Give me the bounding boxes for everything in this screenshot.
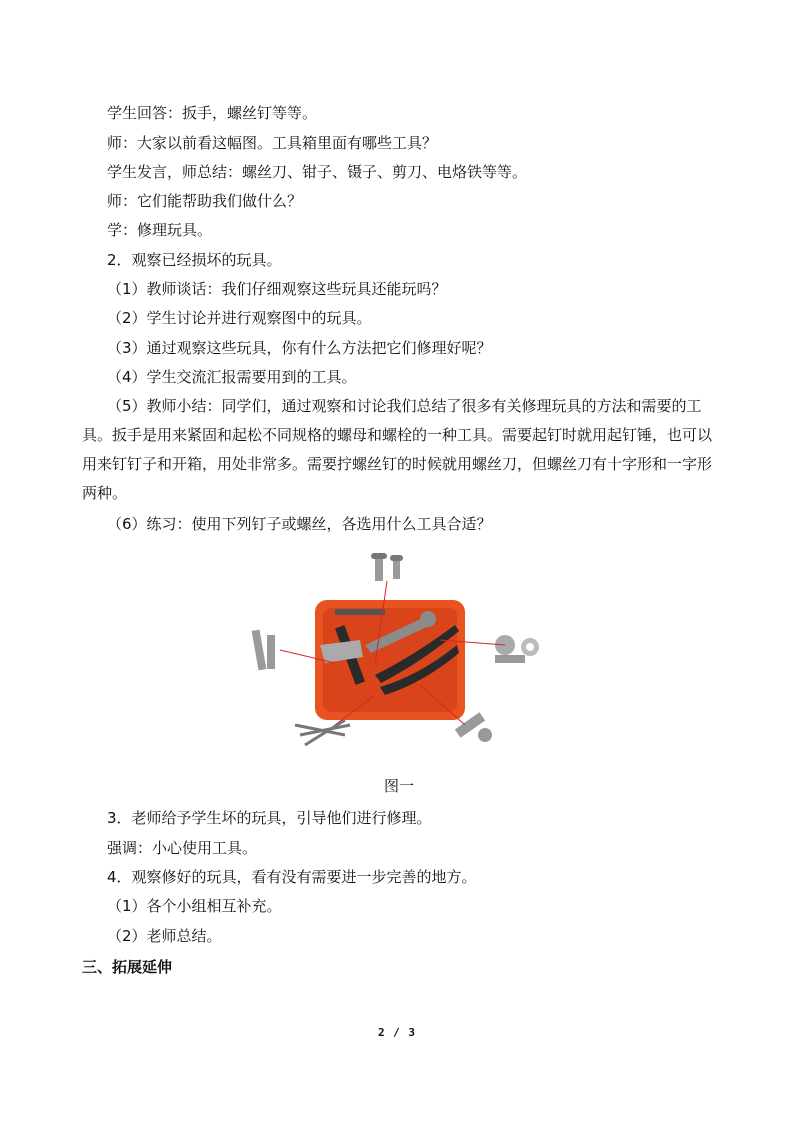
text-line: 学生发言，师总结：螺丝刀、钳子、镊子、剪刀、电烙铁等等。 bbox=[107, 163, 528, 181]
text-line: 学生回答：扳手，螺丝钉等等。 bbox=[107, 104, 318, 122]
text-line: （1）各个小组相互补充。 bbox=[107, 897, 282, 915]
bit-row bbox=[335, 609, 385, 615]
text-line: 师：大家以前看这幅图。工具箱里面有哪些工具？ bbox=[107, 134, 438, 152]
screw-left bbox=[252, 630, 275, 671]
text-line: （1）教师谈话：我们仔细观察这些玩具还能玩吗？ bbox=[107, 280, 447, 298]
bolt-right bbox=[495, 635, 539, 663]
text-line: 师：它们能帮助我们做什么？ bbox=[107, 192, 303, 210]
text-line: （2）老师总结。 bbox=[107, 927, 222, 945]
screw-top bbox=[371, 553, 403, 581]
page-number: 2 / 3 bbox=[377, 1026, 417, 1039]
text-line: （6）练习：使用下列钉子或螺丝，各选用什么工具合适？ bbox=[107, 515, 492, 533]
text-line: 学：修理玩具。 bbox=[107, 221, 213, 239]
paragraph-summary bbox=[82, 392, 722, 508]
text-line: （2）学生讨论并进行观察图中的玩具。 bbox=[107, 309, 372, 327]
text-line: 强调：小心使用工具。 bbox=[107, 839, 258, 857]
text-line: 4．观察修好的玩具，看有没有需要进一步完善的地方。 bbox=[107, 868, 477, 886]
toolbox-figure bbox=[225, 545, 575, 765]
nails-bottom bbox=[295, 720, 350, 745]
section-heading: 三、拓展延伸 bbox=[82, 958, 173, 976]
text-line: 3．老师给予学生坏的玩具，引导他们进行修理。 bbox=[107, 809, 432, 827]
paragraph-text: （5）教师小结：同学们，通过观察和讨论我们总结了很多有关修理玩具的方法和需要的工具。扳手是用来紧固和起松不同规格的螺母和螺栓的一种工具。需要起钉时就用起钉锤，也可以用来钉钉子和开箱，用处非常多。需要拧螺丝钉的时候就用螺丝刀，但螺丝刀有十字形和一字形两种。 bbox=[82, 397, 713, 502]
text-line: 2．观察已经损坏的玩具。 bbox=[107, 251, 282, 269]
text-line: （4）学生交流汇报需要用到的工具。 bbox=[107, 368, 357, 386]
text-line: （3）通过观察这些玩具，你有什么方法把它们修理好呢？ bbox=[107, 339, 492, 357]
figure-caption: 图一 bbox=[384, 777, 415, 795]
